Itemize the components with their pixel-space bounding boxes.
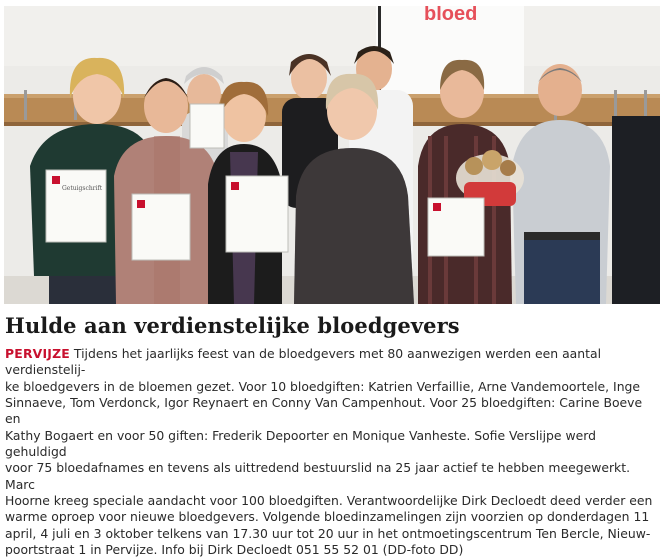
certificate-5 [190, 104, 224, 148]
article-text: Tijdens het jaarlijks feest van de bloedgevers met 80 aanwezigen werden een aantal verdienstelij- ke bloedgevers in de bloemen gezet. Voor 10 bloedgiften: Katrien Verfaillie, Arne Vandemoortele, Inge Sinnaeve, Tom Verdonck, Igor Reynaert en Conny Van Campenhout. Voor 25 bloedgiften: Carine Boeve en Kathy Bogaert en voor 50 giften: Frederik Depoorter en Monique Vanheste. Sofie Verslijpe werd gehuldigd voor 75 bloedafnames en tevens als uittredend bestuurslid na 25 jaar actief te hebben meegewerkt. Marc Hoorne kreeg speciale aandacht voor 100 bloedgiften. Verantwoordelijke Dirk Decloedt deed verder een warme oproep voor nieuwe bloedgevers. Volgende bloedinzamelingen zijn voorzien op donderdagen 11 april, 4 juli en 3 oktober telkens van 17.30 uur tot 20 uur in het ontmoetingscentrum Ten Bercle, Nieuw- poortstraat 1 in Pervijze. Info bij Dirk Decloedt 051 55 52 01 (DD-foto DD) [5, 346, 653, 558]
certificate-4 [428, 198, 484, 256]
article-body [5, 346, 657, 558]
certificate-label: Getuigschrift [62, 185, 103, 192]
banner-text: bloed [424, 6, 478, 25]
certificate-3 [226, 176, 288, 252]
certificate-1 [46, 170, 106, 242]
dateline: PERVIJZE [5, 346, 70, 361]
group-photo [4, 6, 660, 304]
headline: Hulde aan verdienstelijke bloedgevers [5, 313, 460, 338]
certificate-2 [132, 194, 190, 260]
